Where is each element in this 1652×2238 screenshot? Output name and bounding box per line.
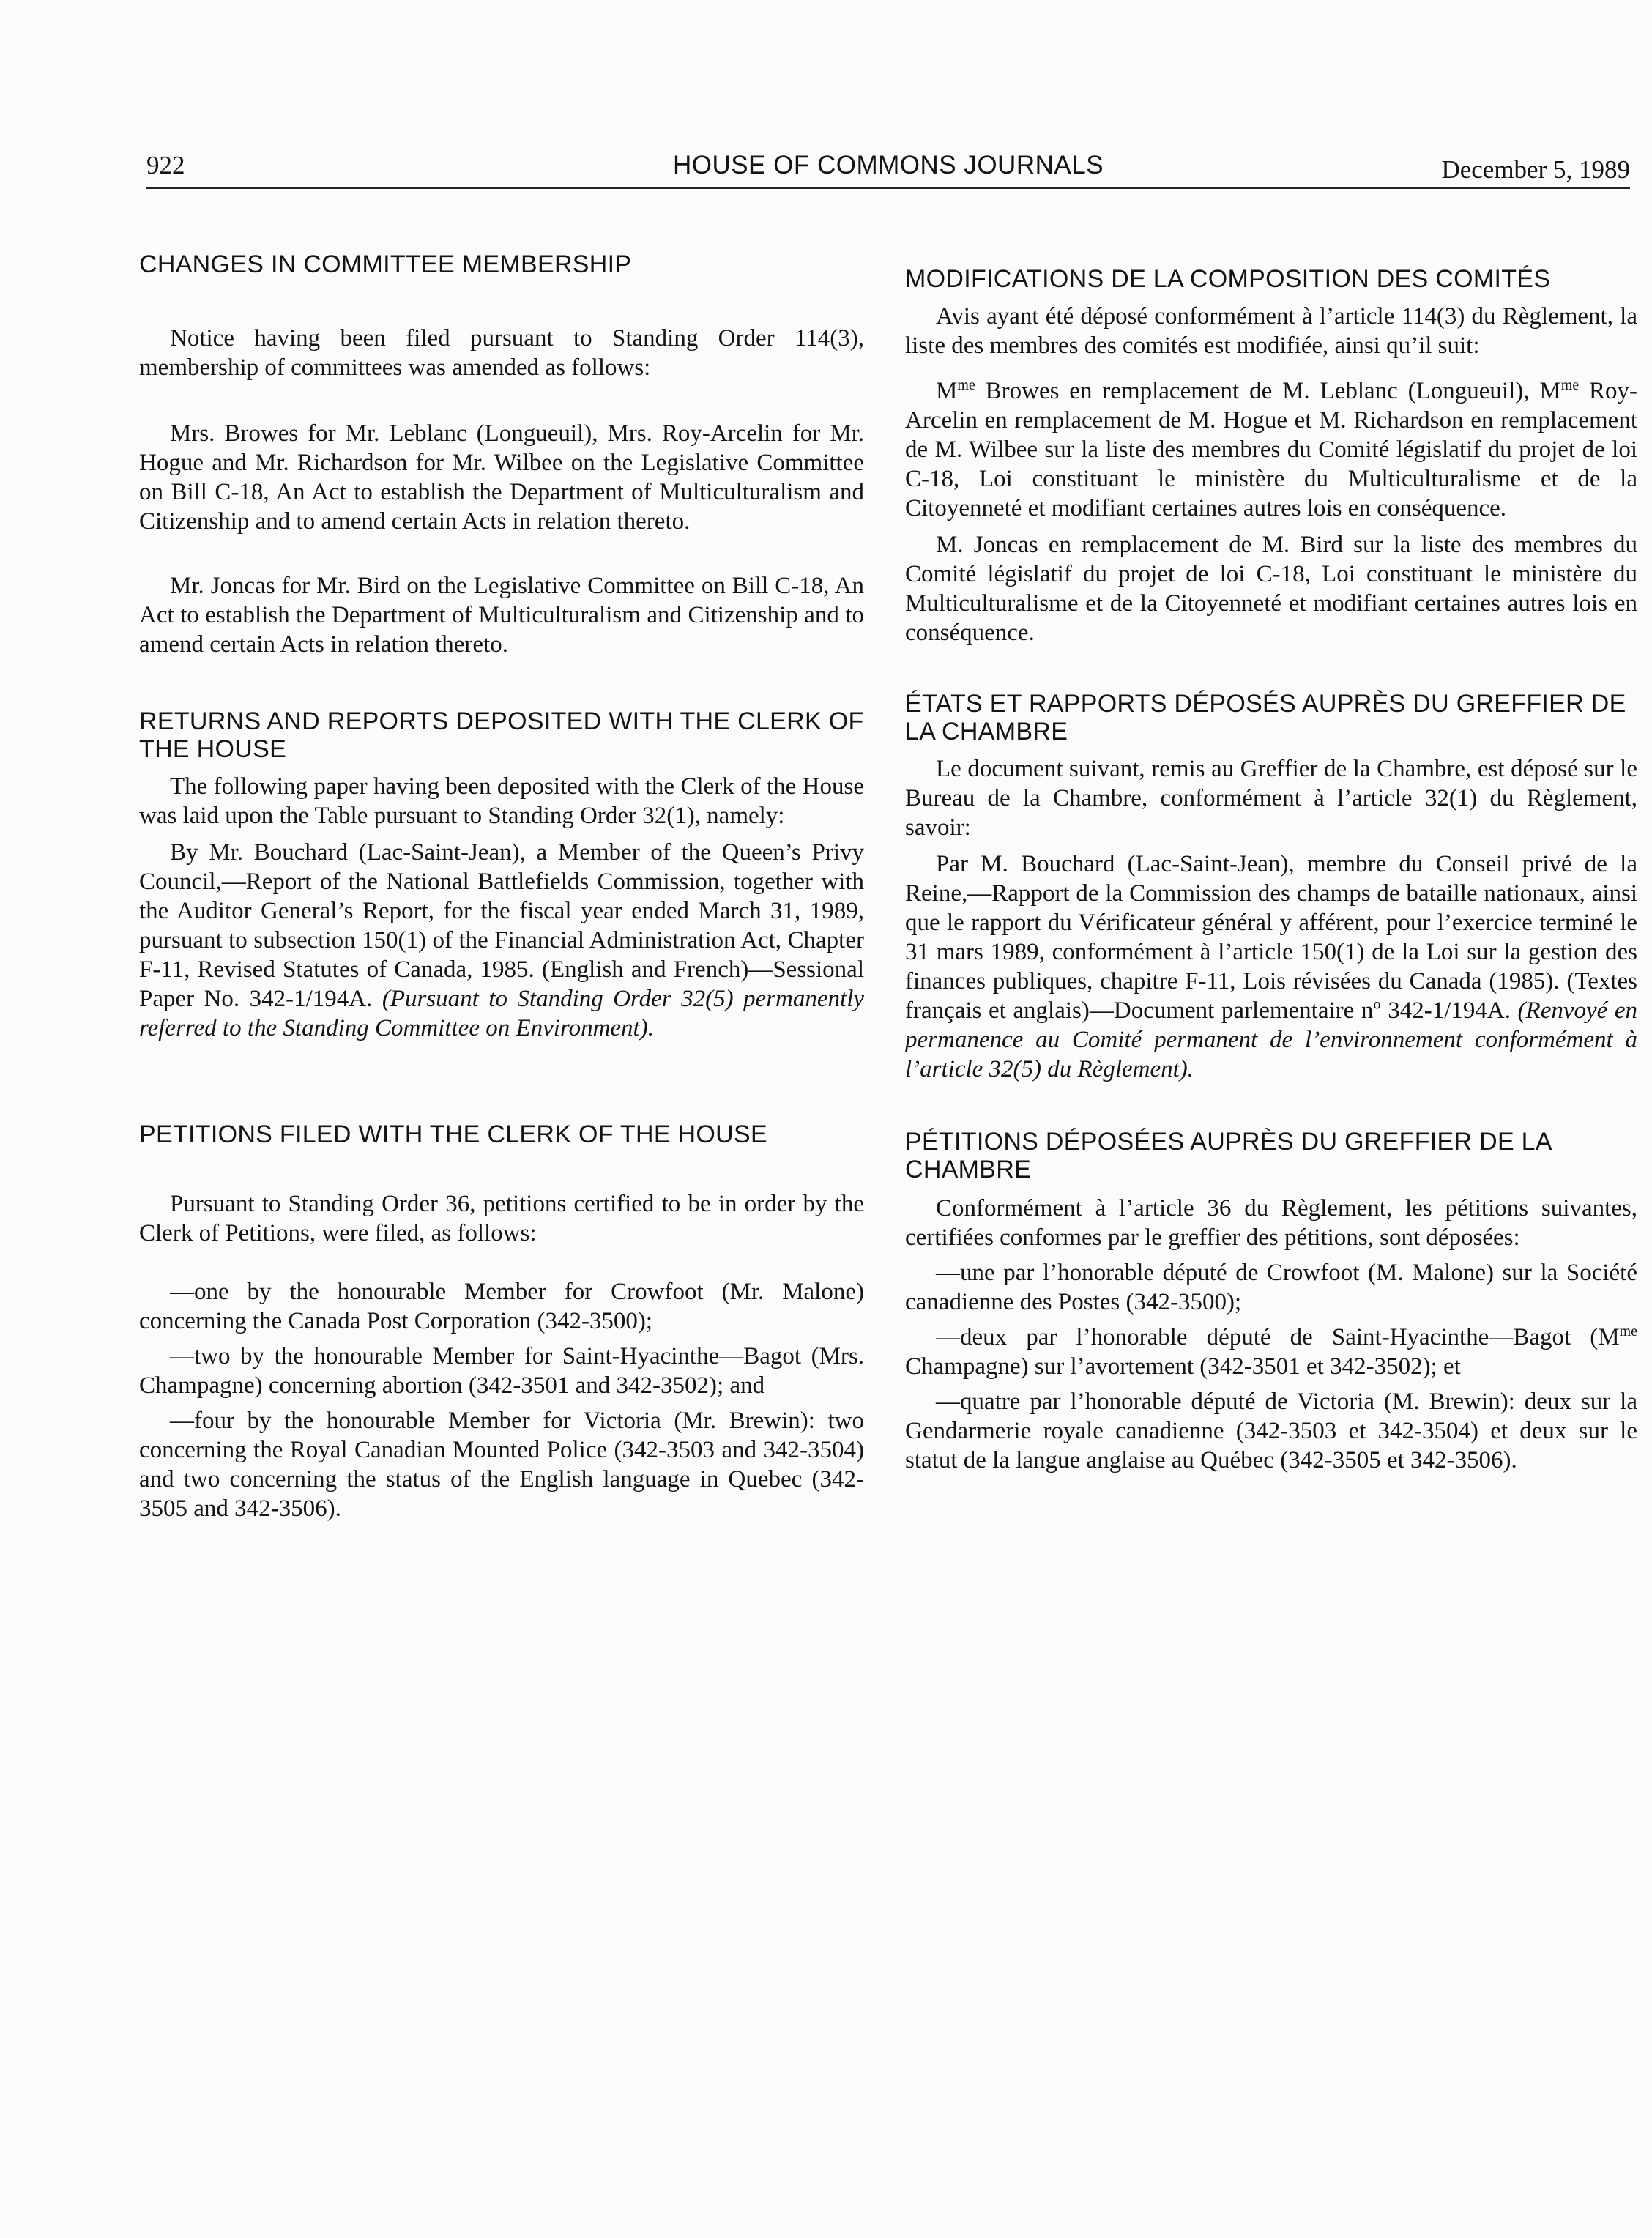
petition-item-2-fr-b: Champagne) sur l’avortement (342-3501 et 342-3502); et <box>905 1353 1461 1380</box>
french-column <box>905 250 1637 1475</box>
title-mme-2: M <box>1539 378 1561 404</box>
petition-item-3-fr: —quatre par l’honorable député de Victoria (M. Brewin): deux sur la Gendarmerie royale canadienne (342-3503 et 342-3504) et deux sur le statut de la langue anglaise au Québec (342-3505 et 342-3506). <box>905 1388 1637 1473</box>
committee-para2-en: Mr. Joncas for Mr. Bird on the Legislative Committee on Bill C-18, An Act to establish the Department of Multiculturalism and Citizenship and to amend certain Acts in relation thereto. <box>139 573 864 658</box>
journal-title: HOUSE OF COMMONS JOURNALS <box>672 151 1104 179</box>
returns-heading-fr: ÉTATS ET RAPPORTS DÉPOSÉS AUPRÈS DU GREFFIER DE LA CHAMBRE <box>905 690 1626 746</box>
petition-item-1-en: —one by the honourable Member for Crowfoot (Mr. Malone) concerning the Canada Post Corporation (342-3500); <box>139 1279 864 1334</box>
returns-body-text-fr: Par M. Bouchard (Lac-Saint-Jean), membre du Conseil privé de la Reine,—Rapport de la Commission des champs de bataille nationaux, ainsi que le rapport du Vérificateur général y afférent, pour l’exercice terminé le 31 mars 1989, conformément à l’article 150(1) de la Loi sur la gestion des finances publiques, chapitre F-11, Lois révisées du Canada (1985). (Textes français et anglais)—Document parlementaire nº 342-1/194A. <box>905 851 1637 1024</box>
returns-referral-en: (Pursuant to Standing Order 32(5) permanently referred to the Standing Committee on Environment). <box>139 986 865 1041</box>
title-mme-sup-3: me <box>1619 1323 1637 1339</box>
petition-item-2-fr-a: —deux par l’honorable député de Saint-Hyacinthe—Bagot (M <box>936 1324 1620 1350</box>
title-mme-1: M <box>936 378 958 404</box>
committee-para1-fr-a: Browes en remplacement de M. Leblanc (Longueuil), <box>975 378 1540 404</box>
committee-intro-fr: Avis ayant été déposé conformément à l’article 114(3) du Règlement, la liste des membres des comités est modifiée, ainsi qu’il suit: <box>905 303 1637 359</box>
title-mme-sup-2: me <box>1560 377 1580 393</box>
petitions-heading-fr: PÉTITIONS DÉPOSÉES AUPRÈS DU GREFFIER DE LA CHAMBRE <box>905 1128 1551 1183</box>
returns-body-text-en: By Mr. Bouchard (Lac-Saint-Jean), a Member of the Queen’s Privy Council,—Report of the National Battlefields Commission, together with the Auditor General’s Report, for the fiscal year ended March 31, 1989, pursuant to subsection 150(1) of the Financial Administration Act, Chapter F-11, Revised Statutes of Canada, 1985. (English and French)—Sessional Paper No. 342-1/194A. <box>139 839 864 1012</box>
journal-date: December 5, 1989 <box>1441 155 1630 184</box>
committee-para1-fr <box>905 376 1637 523</box>
petition-item-1-fr: —une par l’honorable député de Crowfoot (M. Malone) sur la Société canadienne des Postes (342-3500); <box>905 1260 1637 1315</box>
petition-item-3-en: —four by the honourable Member for Victoria (Mr. Brewin): two concerning the Royal Canadian Mounted Police (342-3503 and 342-3504) and two concerning the status of the English language in Quebec (342-3505 and 342-3506). <box>139 1408 864 1522</box>
returns-body-en <box>139 838 864 1043</box>
english-column <box>139 250 864 1523</box>
committee-heading-fr: MODIFICATIONS DE LA COMPOSITION DES COMITÉS <box>905 265 1551 293</box>
returns-referral-fr: (Renvoyé en permanence au Comité permanent de l’environnement conformément à l’article 32(5) du Règlement). <box>905 997 1638 1082</box>
committee-para2-fr: M. Joncas en remplacement de M. Bird sur la liste des membres du Comité législatif du projet de loi C-18, Loi constituant le ministère du Multiculturalisme et de la Citoyenneté et modifiant certaines autres lois en conséquence. <box>905 532 1637 646</box>
petition-item-2-fr <box>905 1323 1637 1381</box>
committee-intro-en: Notice having been filed pursuant to Standing Order 114(3), membership of committees was amended as follows: <box>139 325 864 381</box>
page-header <box>146 151 1630 192</box>
petitions-heading-en: PETITIONS FILED WITH THE CLERK OF THE HOUSE <box>139 1120 767 1148</box>
committee-heading-en: CHANGES IN COMMITTEE MEMBERSHIP <box>139 250 632 278</box>
returns-body-fr <box>905 850 1637 1084</box>
returns-intro-en: The following paper having been deposited with the Clerk of the House was laid upon the Table pursuant to Standing Order 32(1), namely: <box>139 773 864 829</box>
committee-para1-en: Mrs. Browes for Mr. Leblanc (Longueuil), Mrs. Roy-Arcelin for Mr. Hogue and Mr. Richardson for Mr. Wilbee on the Legislative Committee on Bill C-18, An Act to establish the Department of Multiculturalism and Citizenship and to amend certain Acts in relation thereto. <box>139 420 864 535</box>
returns-heading-en: RETURNS AND REPORTS DEPOSITED WITH THE CLERK OF THE HOUSE <box>139 707 864 763</box>
header-rule <box>146 187 1630 189</box>
returns-intro-fr: Le document suivant, remis au Greffier de la Chambre, est déposé sur le Bureau de la Chambre, conformément à l’article 32(1) du Règlement, savoir: <box>905 756 1637 841</box>
page-number: 922 <box>146 151 185 179</box>
petitions-intro-en: Pursuant to Standing Order 36, petitions certified to be in order by the Clerk of Petitions, were filed, as follows: <box>139 1191 864 1246</box>
petition-item-2-en: —two by the honourable Member for Saint-Hyacinthe—Bagot (Mrs. Champagne) concerning abortion (342-3501 and 342-3502); and <box>139 1343 864 1399</box>
committee-para1-fr-b: Roy-Arcelin en remplacement de M. Hogue et M. Richardson en remplacement de M. Wilbee sur la liste des membres du Comité législatif du projet de loi C-18, Loi constituant le ministère du Multiculturalisme et de la Citoyenneté et modifiant certaines autres lois en conséquence. <box>905 378 1637 521</box>
title-mme-sup-1: me <box>957 377 975 393</box>
petitions-intro-fr: Conformément à l’article 36 du Règlement, les pétitions suivantes, certifiées conformes par le greffier des pétitions, sont déposées: <box>905 1195 1637 1251</box>
